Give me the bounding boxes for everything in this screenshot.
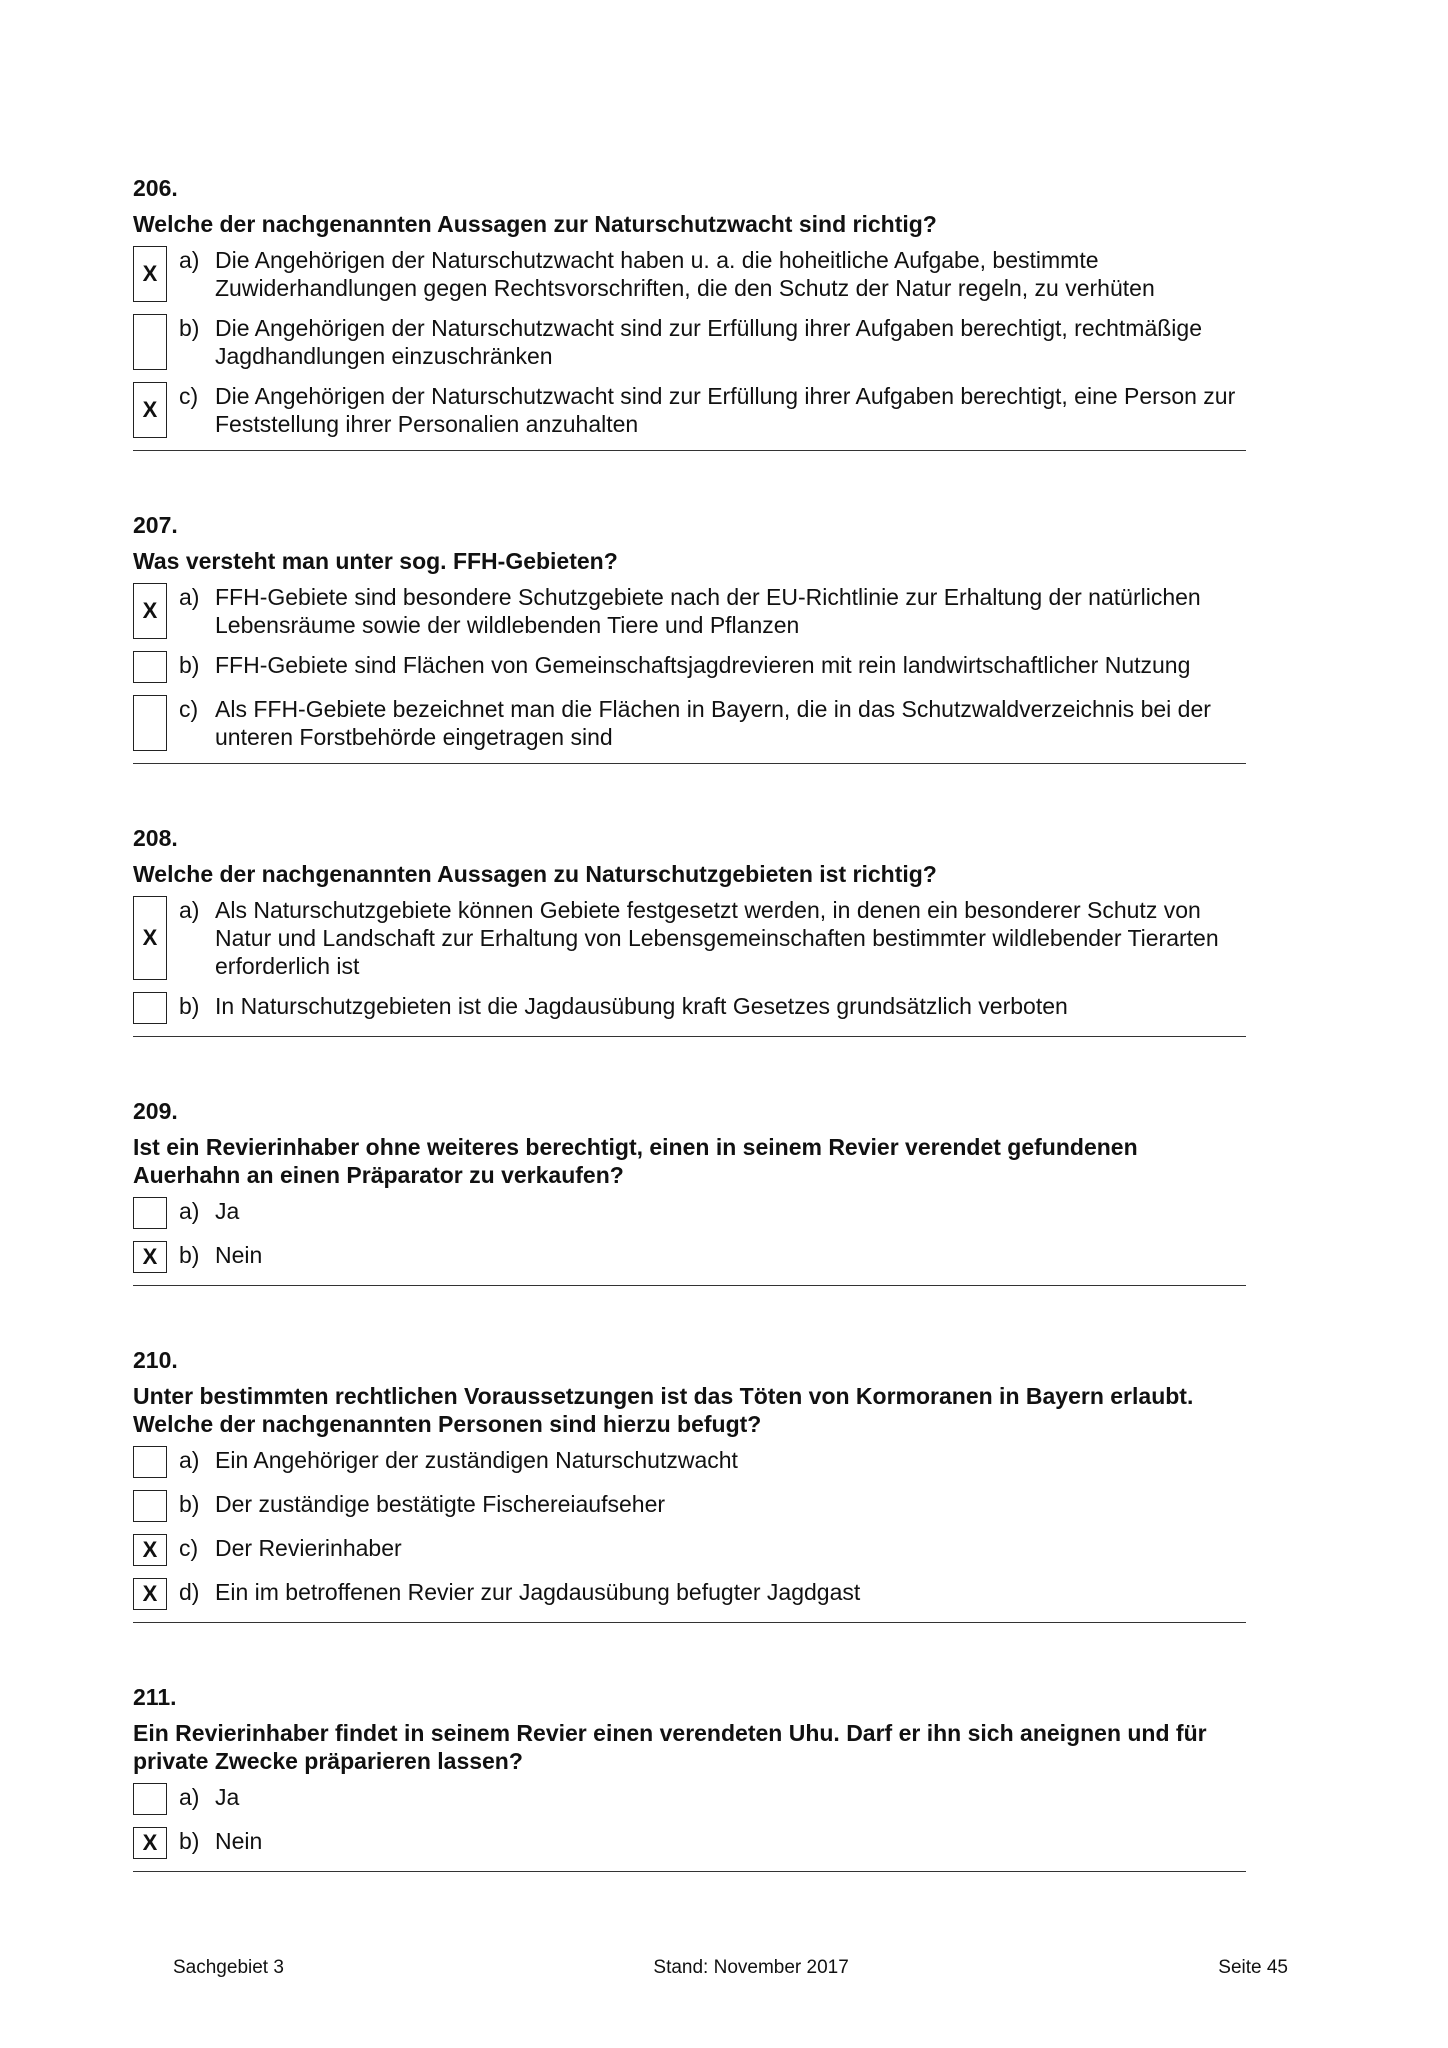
answer-checkbox[interactable]: X: [133, 1534, 167, 1566]
question-block: [133, 824, 1246, 1037]
option-text: FFH-Gebiete sind besondere Schutzgebiete nach der EU-Richtlinie zur Erhaltung der natürlichen Lebensräume sowie der wildlebenden Tiere und Pflanzen: [215, 584, 1201, 638]
question-block: [133, 511, 1246, 764]
question-divider: [133, 1871, 1246, 1872]
answer-option: [133, 1241, 1246, 1273]
question-divider: [133, 1036, 1246, 1037]
option-letter: c): [179, 383, 199, 409]
question-text: Ein Revierinhaber findet in seinem Revier einen verendeten Uhu. Darf er ihn sich aneignen und für private Zwecke präparieren lassen?: [133, 1720, 1207, 1774]
answer-option: [133, 246, 1246, 302]
question-block: [133, 174, 1246, 451]
answer-checkbox[interactable]: [133, 1783, 167, 1815]
option-text: Die Angehörigen der Naturschutzwacht haben u. a. die hoheitliche Aufgabe, bestimmte Zuwiderhandlungen gegen Rechtsvorschriften, die den Schutz der Natur regeln, zu verhüten: [215, 247, 1155, 301]
footer-date: Stand: November 2017: [653, 1957, 849, 1978]
option-text: Ja: [215, 1198, 240, 1224]
answer-option: [133, 1578, 1246, 1610]
option-letter: c): [179, 696, 199, 722]
question-text: Was versteht man unter sog. FFH-Gebieten?: [133, 548, 618, 574]
answer-option: [133, 1827, 1246, 1859]
question-text: Ist ein Revierinhaber ohne weiteres berechtigt, einen in seinem Revier verendet gefundenen Auerhahn an einen Präparator zu verkaufen?: [133, 1134, 1138, 1188]
option-letter: c): [179, 1535, 199, 1561]
option-letter: b): [179, 315, 200, 341]
question-divider: [133, 450, 1246, 451]
answer-checkbox[interactable]: X: [133, 246, 167, 302]
option-letter: a): [179, 584, 200, 610]
option-text: In Naturschutzgebieten ist die Jagdausübung kraft Gesetzes grundsätzlich verboten: [215, 993, 1068, 1019]
answer-checkbox[interactable]: [133, 695, 167, 751]
answer-checkbox[interactable]: [133, 651, 167, 683]
option-letter: b): [179, 993, 200, 1019]
question-divider: [133, 1285, 1246, 1286]
answer-checkbox[interactable]: [133, 1197, 167, 1229]
option-letter: b): [179, 1242, 200, 1268]
answer-option: [133, 896, 1246, 980]
question-text: Unter bestimmten rechtlichen Voraussetzungen ist das Töten von Kormoranen in Bayern erlaubt. Welche der nachgenannten Personen sind hierzu befugt?: [133, 1383, 1194, 1437]
option-text: FFH-Gebiete sind Flächen von Gemeinschaftsjagdrevieren mit rein landwirtschaftlicher Nutzung: [215, 652, 1191, 678]
option-text: Ja: [215, 1784, 240, 1810]
page-footer: [173, 1957, 1288, 1979]
option-letter: b): [179, 1491, 200, 1517]
option-letter: a): [179, 897, 200, 923]
answer-checkbox[interactable]: X: [133, 583, 167, 639]
question-block: [133, 1683, 1246, 1872]
option-text: Als Naturschutzgebiete können Gebiete festgesetzt werden, in denen ein besonderer Schutz von Natur und Landschaft zur Erhaltung von Lebensgemeinschaften bestimmter wildlebender Tierarten erforderlich ist: [215, 897, 1219, 979]
option-letter: d): [179, 1579, 200, 1605]
option-text: Nein: [215, 1242, 263, 1268]
answer-checkbox[interactable]: X: [133, 1578, 167, 1610]
footer-page-number: Seite 45: [1218, 1957, 1288, 1978]
answer-option: [133, 382, 1246, 438]
question-divider: [133, 763, 1246, 764]
option-text: Die Angehörigen der Naturschutzwacht sind zur Erfüllung ihrer Aufgaben berechtigt, rechtmäßige Jagdhandlungen einzuschränken: [215, 315, 1202, 369]
option-text: Nein: [215, 1828, 263, 1854]
option-letter: b): [179, 652, 200, 678]
answer-option: [133, 1783, 1246, 1815]
question-divider: [133, 1622, 1246, 1623]
answer-option: [133, 1490, 1246, 1522]
question-number: 206.: [133, 175, 178, 201]
option-letter: b): [179, 1828, 200, 1854]
option-letter: a): [179, 247, 200, 273]
question-block: [133, 1097, 1246, 1286]
answer-option: [133, 1197, 1246, 1229]
option-text: Ein Angehöriger der zuständigen Naturschutzwacht: [215, 1447, 738, 1473]
question-number: 210.: [133, 1347, 178, 1373]
question-block: [133, 1346, 1246, 1623]
option-letter: a): [179, 1447, 200, 1473]
answer-option: [133, 1446, 1246, 1478]
footer-section: Sachgebiet 3: [173, 1957, 284, 1978]
answer-checkbox[interactable]: [133, 314, 167, 370]
question-number: 208.: [133, 825, 178, 851]
question-number: 207.: [133, 512, 178, 538]
question-text: Welche der nachgenannten Aussagen zur Naturschutzwacht sind richtig?: [133, 211, 937, 237]
answer-checkbox[interactable]: [133, 1446, 167, 1478]
answer-option: [133, 992, 1246, 1024]
answer-checkbox[interactable]: [133, 992, 167, 1024]
option-text: Ein im betroffenen Revier zur Jagdausübung befugter Jagdgast: [215, 1579, 861, 1605]
option-text: Der zuständige bestätigte Fischereiaufseher: [215, 1491, 666, 1517]
question-number: 211.: [133, 1684, 177, 1710]
answer-option: [133, 314, 1246, 370]
option-text: Die Angehörigen der Naturschutzwacht sind zur Erfüllung ihrer Aufgaben berechtigt, eine Person zur Feststellung ihrer Personalien anzuhalten: [215, 383, 1236, 437]
question-list: [133, 174, 1246, 1932]
answer-checkbox[interactable]: X: [133, 382, 167, 438]
question-text: Welche der nachgenannten Aussagen zu Naturschutzgebieten ist richtig?: [133, 861, 937, 887]
answer-option: [133, 695, 1246, 751]
option-letter: a): [179, 1784, 200, 1810]
answer-checkbox[interactable]: X: [133, 1241, 167, 1273]
answer-option: [133, 583, 1246, 639]
answer-checkbox[interactable]: X: [133, 1827, 167, 1859]
question-number: 209.: [133, 1098, 178, 1124]
answer-option: [133, 1534, 1246, 1566]
option-text: Der Revierinhaber: [215, 1535, 402, 1561]
answer-checkbox[interactable]: [133, 1490, 167, 1522]
answer-checkbox[interactable]: X: [133, 896, 167, 980]
option-letter: a): [179, 1198, 200, 1224]
answer-option: [133, 651, 1246, 683]
option-text: Als FFH-Gebiete bezeichnet man die Flächen in Bayern, die in das Schutzwaldverzeichnis bei der unteren Forstbehörde eingetragen sind: [215, 696, 1211, 750]
